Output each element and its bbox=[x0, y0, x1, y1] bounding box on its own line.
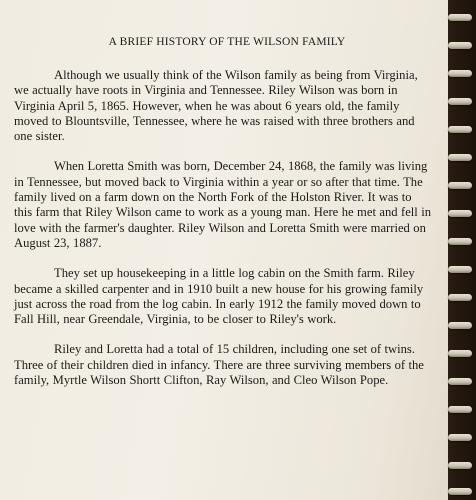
binding-ring bbox=[448, 98, 472, 105]
binding-ring bbox=[448, 322, 472, 329]
binding-ring bbox=[448, 14, 472, 21]
paragraph-4: Riley and Loretta had a total of 15 children, including one set of twins. Three of their children died in infancy. There are three surviving members of the family, Myrtle Wilson Shortt Clifton, Ray Wilson, and Cleo Wilson Pope. bbox=[14, 342, 424, 388]
binding-ring bbox=[448, 434, 472, 441]
binding-ring bbox=[448, 378, 472, 385]
binding-ring bbox=[448, 238, 472, 245]
binding-ring bbox=[448, 350, 472, 357]
binding-ring bbox=[448, 488, 472, 495]
paragraph-1: Although we usually think of the Wilson family as being from Virginia, we actually have roots in Virginia and Tennessee. Riley Wilson was born in Virginia April 5, 1865. However, when he was about 6 years old, the family moved to Blountsville, Tennessee, where he was raised with three brothers and one sister. bbox=[14, 68, 418, 144]
binding-ring bbox=[448, 42, 472, 49]
binding-ring bbox=[448, 406, 472, 413]
binding-spine bbox=[448, 0, 476, 500]
binding-ring bbox=[448, 210, 472, 217]
binding-ring bbox=[448, 462, 472, 469]
binding-ring bbox=[448, 266, 472, 273]
binding-ring bbox=[448, 154, 472, 161]
binding-ring bbox=[448, 182, 472, 189]
binding-ring bbox=[448, 70, 472, 77]
binding-ring bbox=[448, 294, 472, 301]
paragraph-2: When Loretta Smith was born, December 24, 1868, the family was living in Tennessee, but moved back to Virginia within a year or so after that time. The family lived on a farm down on the North Fork of the Holston River. It was to this farm that Riley Wilson came to work as a young man. Here he met and fell in love with the farmer's daughter. Riley Wilson and Loretta Smith were married on August 23, 1887. bbox=[14, 159, 432, 250]
paragraph-3: They set up housekeeping in a little log cabin on the Smith farm. Riley became a skilled carpenter and in 1910 built a new house for his growing family just across the road from the log cabin. In early 1912 the family moved down to Fall Hill, near Greendale, Virginia, to be closer to Riley's work. bbox=[14, 266, 424, 327]
binding-ring bbox=[448, 126, 472, 133]
document-title: A BRIEF HISTORY OF THE WILSON FAMILY bbox=[108, 36, 346, 48]
